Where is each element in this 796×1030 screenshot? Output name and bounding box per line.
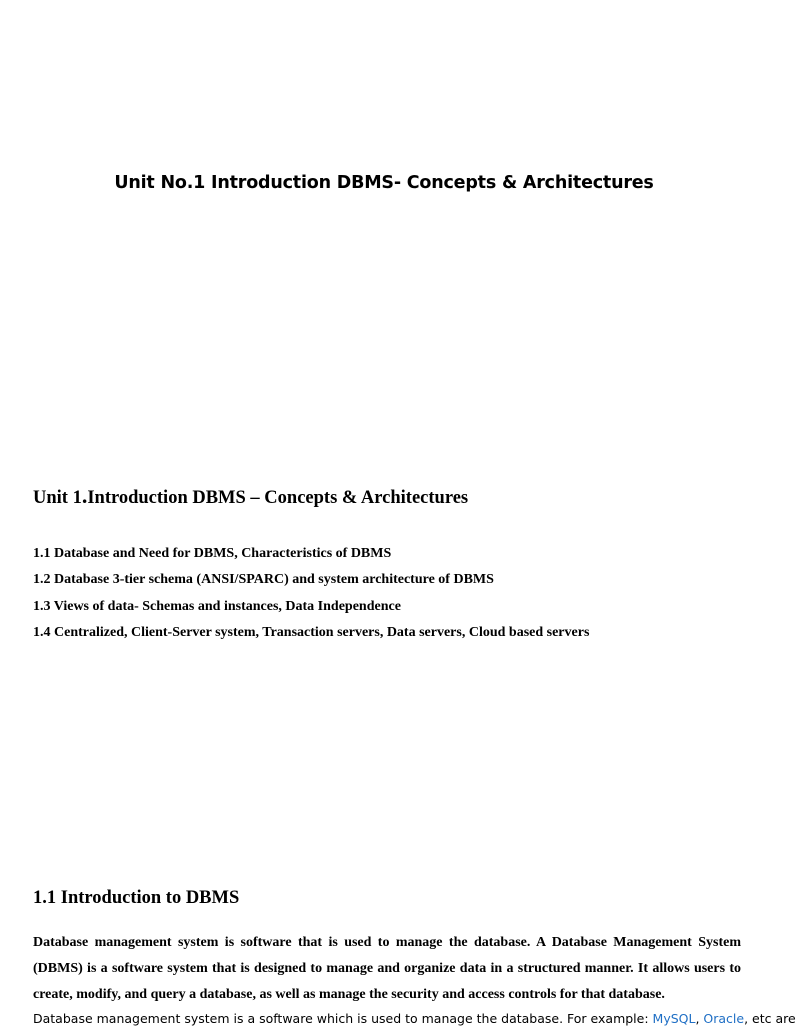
topic-item-1-4: 1.4 Centralized, Client-Server system, Transaction servers, Data servers, Cloud based servers: [33, 624, 590, 640]
plain-paragraph-tail: , etc are: [744, 1011, 796, 1026]
unit-heading: [33, 484, 468, 510]
unit-heading-dot: .: [81, 483, 88, 508]
topic-item-1-1: 1.1 Database and Need for DBMS, Characteristics of DBMS: [33, 546, 392, 561]
intro-plain-paragraph: [33, 1008, 796, 1030]
unit-heading-text: Introduction DBMS – Concepts & Architectures: [87, 488, 469, 508]
topic-item-1-3: 1.3 Views of data- Schemas and instances, Data Independence: [33, 598, 401, 614]
plain-paragraph-text: Database management system is a software which is used to manage the database. For example:: [33, 1011, 653, 1026]
intro-bold-paragraph: Database management system is software that is used to manage the database. A Database Management System (DBMS) is a software system that is designed to manage and organize data in a structured manner. It allows users to create, modify, and query a database, as well as manage the security and access controls for that database.: [33, 935, 741, 1002]
section-heading: 1.1 Introduction to DBMS: [33, 888, 240, 908]
page-title: Unit No.1 Introduction DBMS- Concepts & Architectures: [114, 173, 654, 193]
unit-heading-prefix: Unit 1: [33, 488, 82, 508]
topic-item-1-2: 1.2 Database 3-tier schema (ANSI/SPARC) and system architecture of DBMS: [33, 572, 494, 588]
link-separator: ,: [695, 1011, 704, 1026]
mysql-link[interactable]: MySQL: [652, 1011, 696, 1026]
topic-list: [33, 544, 589, 649]
oracle-link[interactable]: Oracle: [703, 1011, 745, 1026]
